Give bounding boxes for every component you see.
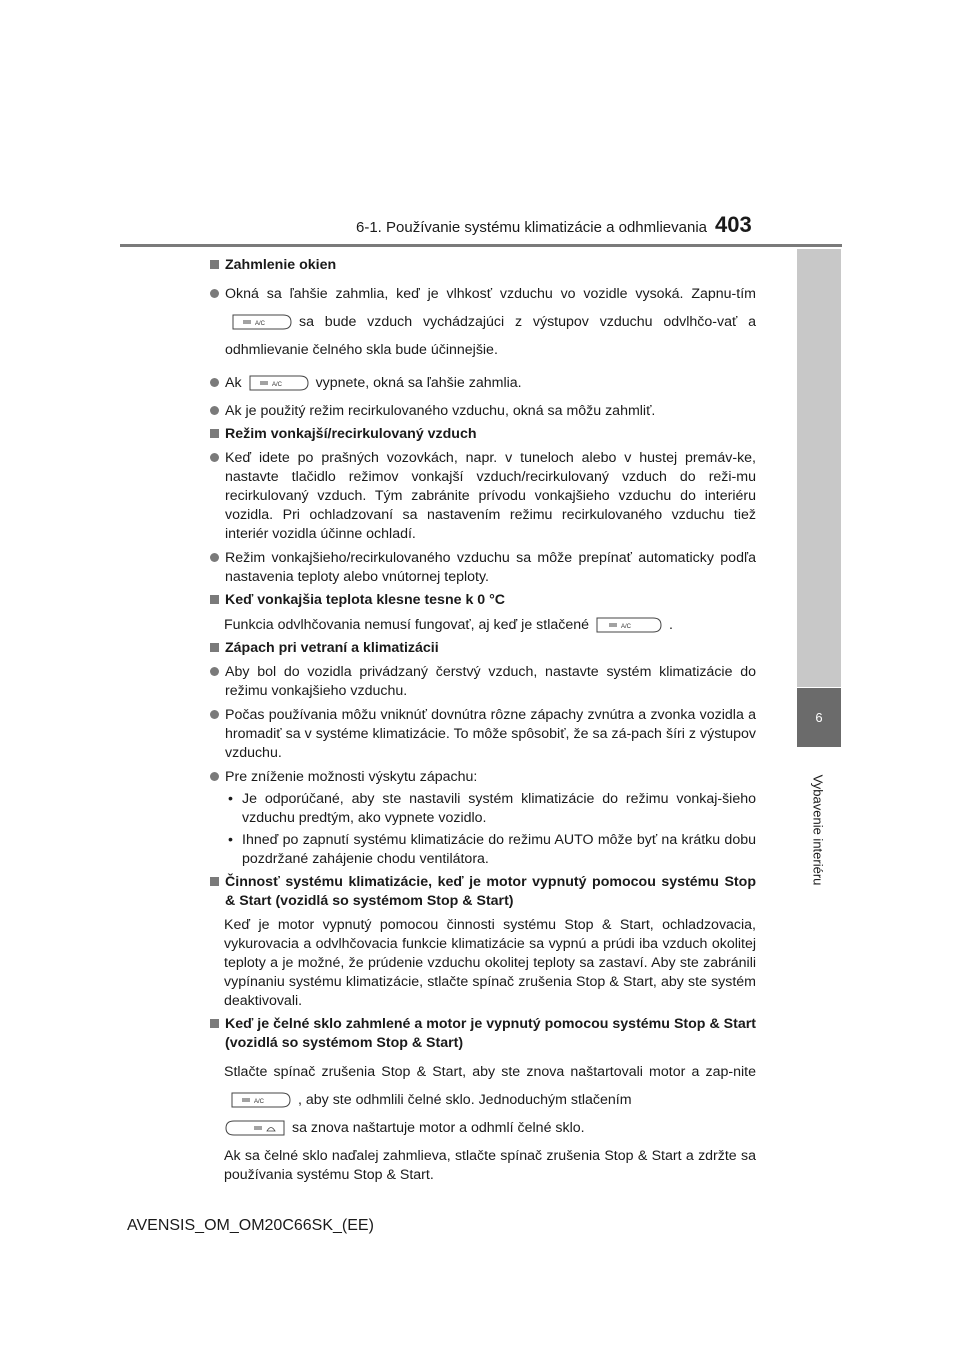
round-bullet-icon (210, 289, 219, 298)
square-bullet-icon (210, 595, 219, 604)
text-part: vypnete, okná sa ľahšie zahmlia. (315, 375, 522, 391)
section-title-low-temp (210, 591, 756, 610)
svg-text:A/C: A/C (621, 624, 632, 630)
section-title-windshield-fog (210, 1015, 756, 1053)
svg-text:A/C: A/C (271, 382, 282, 389)
section-title-stop-start (210, 873, 756, 911)
ac-button-icon (595, 615, 663, 635)
text-part: Funkcia odvlhčovania nemusí fungovať, aj keď je stlačené (224, 616, 589, 633)
section-title-text: Keď vonkajšia teplota klesne tesne k 0 °C (225, 592, 506, 608)
paragraph: Keď je motor vypnutý pomocou činnosti systému Stop & Start, ochladzovacia, vykurovacia a odvlhčovacia funkcie klimatizácie sa vypnú a prúdi iba vzduch okolitej teploty a je možné, že prúdenie vzduchu okolitej teploty sa zastaví. Aby ste zabránili vypínaniu systému klimatizácie, stlačte spínač zrušenia Stop & Start, aby ste systém deaktivovali. (224, 917, 756, 1009)
section-title-fogging (210, 256, 756, 275)
text-part: Okná sa ľahšie zahmlia, keď je vlhkosť vzduchu vo vozidle vysoká. Zapnu-tím (225, 286, 756, 302)
section-odor (210, 639, 756, 869)
section-title-text: Činnosť systému klimatizácie, keď je motor vypnutý pomocou systému Stop & Start (vozidlá so systémom Stop & Start) (225, 874, 756, 909)
footer-doc-id: AVENSIS_OM_OM20C66SK_(EE) (127, 1217, 374, 1234)
section-title-text: Keď je čelné sklo zahmlené a motor je vypnutý pomocou systému Stop & Start (vozidlá so systémom Stop & Start) (225, 1016, 756, 1051)
paragraph (224, 615, 756, 635)
section-fogging (210, 256, 756, 421)
section-windshield-fog (210, 1015, 756, 1185)
section-title-text: Zápach pri vetraní a klimatizácii (225, 640, 439, 656)
text-part: Stlačte spínač zrušenia Stop & Start, aby ste znova naštartovali motor a zap-nite (224, 1064, 756, 1080)
header-rule (120, 244, 842, 247)
sub-bullet-mark: • (228, 791, 233, 807)
list-item-text (225, 369, 756, 397)
list-item (210, 549, 756, 587)
square-bullet-icon (210, 643, 219, 652)
list-item (210, 706, 756, 763)
text-part: Ak (225, 375, 242, 391)
list-item (210, 369, 756, 397)
defroster-button-icon (224, 1118, 286, 1138)
section-title-air-mode (210, 425, 756, 444)
section-title-text: Režim vonkajší/recirkulovaný vzduch (225, 426, 477, 442)
section-stop-start (210, 873, 756, 1011)
square-bullet-icon (210, 877, 219, 886)
section-low-temp (210, 591, 756, 635)
text-part: , aby ste odhmlili čelné sklo. Jednoduchým stlačením (298, 1092, 632, 1108)
list-item (210, 768, 756, 787)
sub-list-item (228, 790, 756, 828)
square-bullet-icon (210, 429, 219, 438)
paragraph (224, 1058, 756, 1142)
square-bullet-icon (210, 260, 219, 269)
sub-list-item-text: Ihneď po zapnutí systému klimatizácie do režimu AUTO môže byť na krátku dobu pozdržané zahájenie chodu ventilátora. (242, 832, 756, 867)
header-section-title: 6-1. Používanie systému klimatizácie a odhmlievania (356, 219, 707, 236)
page-content (210, 252, 756, 1185)
ac-button-icon (248, 373, 310, 393)
round-bullet-icon (210, 772, 219, 781)
round-bullet-icon (210, 553, 219, 562)
list-item-text: Režim vonkajšieho/recirkulovaného vzduchu sa môže prepínať automaticky podľa nastavenia teploty alebo vnútornej teploty. (225, 550, 756, 585)
list-item (210, 663, 756, 701)
text-part: sa znova naštartuje motor a odhmlí čelné sklo. (292, 1120, 585, 1136)
section-air-mode (210, 425, 756, 587)
text-part: . (669, 616, 673, 633)
sub-list-item-text: Je odporúčané, aby ste nastavili systém klimatizácie do režimu vonkaj-šieho vzduchu predtým, ako vypnete vozidlo. (242, 791, 756, 826)
round-bullet-icon (210, 378, 219, 387)
round-bullet-icon (210, 406, 219, 415)
svg-text:A/C: A/C (255, 321, 266, 328)
ac-button-icon (230, 1090, 292, 1110)
sub-bullet-mark: • (228, 832, 233, 848)
section-title-odor (210, 639, 756, 658)
section-title-text: Zahmlenie okien (225, 257, 337, 273)
ac-button-icon (231, 312, 293, 332)
list-item-text: Pre zníženie možnosti výskytu zápachu: (225, 769, 478, 785)
list-item-text (225, 280, 756, 364)
list-item-text: Ak je použitý režim recirkulovaného vzduchu, okná sa môžu zahmliť. (225, 403, 656, 419)
svg-text:A/C: A/C (254, 1099, 265, 1106)
round-bullet-icon (210, 453, 219, 462)
text-part: sa bude vzduch vychádzajúci z výstupov vzduchu odvlhčo-vať a odhmlievanie čelného skla bude účinnejšie. (225, 314, 756, 358)
sub-list-item (228, 831, 756, 869)
chapter-label-text: Vybavenie interiéru (810, 774, 826, 886)
list-item-text: Aby bol do vozidla privádzaný čerstvý vzduch, nastavte systém klimatizácie do režimu vonkajšieho vzduchu. (225, 664, 756, 699)
round-bullet-icon (210, 667, 219, 676)
list-item-text: Keď idete po prašných vozovkách, napr. v tuneloch alebo v hustej premáv-ke, nastavte tlačidlo režimov vonkajší vzduch/recirkulovaný vzduch do reži-mu recirkulovaný vzduch. Tým zabránite prívodu vonkajšieho vzduchu do interiéru vozidla. Pri ochladzovaní sa nastavením režimu recirkulovaného vzduchu tiež interiér vozidla účinne ochladí. (225, 450, 756, 542)
list-item-text: Počas používania môžu vniknúť dovnútra rôzne zápachy zvnútra a zvonka vozidla a hromadiť sa v systéme klimatizácie. To môže spôsobiť, že sa zá-pach šíri z výstupov vzduchu. (225, 707, 756, 761)
side-bar (797, 249, 841, 687)
chapter-label (805, 760, 831, 900)
chapter-tab: 6 (797, 688, 841, 747)
list-item (210, 402, 756, 421)
paragraph: Ak sa čelné sklo naďalej zahmlieva, stlačte spínač zrušenia Stop & Start a zdržte sa používania systému Stop & Start. (224, 1148, 756, 1183)
page-number: 403 (715, 212, 752, 237)
square-bullet-icon (210, 1019, 219, 1028)
round-bullet-icon (210, 710, 219, 719)
list-item (210, 449, 756, 544)
list-item (210, 280, 756, 364)
